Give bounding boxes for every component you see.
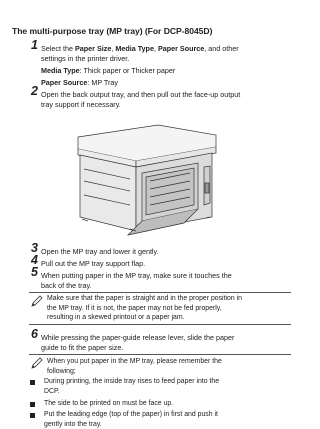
step-1-text-pre: Select the [41,44,75,53]
step-number: 2 [31,84,38,98]
note-top-rule [29,354,291,355]
section-title: The multi-purpose tray (MP tray) (For DCP-8045D) [12,26,213,36]
bullet-square-icon [30,402,35,407]
bullet-square-icon [30,413,35,418]
media-type-setting [41,66,175,76]
paper-size-term: Paper Size [74,44,112,53]
comma: , [111,44,116,53]
step-2-line1: Open the back output tray, and then pull out the face-up output [41,90,241,99]
step-4-text: Pull out the MP tray support flap. [41,259,146,268]
pencil-note-icon [31,295,43,307]
step-2-line2: tray support if necessary. [41,100,121,109]
bullet-square-icon [30,380,35,385]
step-number: 5 [31,265,38,279]
media-type-label: Media Type [41,66,80,75]
bullet-text: During printing, the inside tray rises to feed paper into the [44,378,220,385]
paper-source-term: Paper Source [157,44,205,53]
bullet-text: gently into the tray. [44,420,102,428]
step-1-text-post: , and other [204,44,239,53]
step-6-line1: While pressing the paper-guide release lever, slide the paper [41,333,235,342]
note-2-line1: When you put paper in the MP tray, please remember the [47,358,222,365]
note-1-line1: Make sure that the paper is straight and in the proper position in [47,295,242,302]
bullet-text: Put the leading edge (top of the paper) in first and push it [44,411,218,418]
bullet-text: DCP. [44,387,60,395]
step-3-text: Open the MP tray and lower it gently. [41,247,159,256]
step-5-line2: back of the tray. [41,281,92,290]
note-top-rule [29,292,291,293]
pencil-note-icon [31,357,43,369]
dcp-back-tray-illustration [70,123,220,238]
note-2-line2: following; [47,367,76,375]
paper-source-setting [41,78,118,88]
step-number: 3 [31,241,38,255]
step-number: 6 [31,327,38,341]
step-5-line1: When putting paper in the MP tray, make sure it touches the [41,271,232,280]
step-number: 4 [31,253,38,267]
media-type-term: Media Type [115,44,154,53]
note-bottom-rule [29,324,291,325]
comma: , [153,44,158,53]
step-number: 1 [31,38,38,52]
step-1-line2: settings in the printer driver. [41,54,130,63]
paper-source-value: : MP Tray [87,78,118,87]
note-paper-position [29,292,291,326]
step-6-line2: guide to fit the paper size. [41,343,124,352]
note-1-line3: resulting in a skewed printout or a paper jam. [47,314,185,322]
bullet-text: The side to be printed on must be face up. [44,400,174,407]
paper-source-label: Paper Source [41,78,88,87]
note-1-line2: the MP tray. If it is not, the paper may not be fed properly, [47,304,222,312]
media-type-value: : Thick paper or Thicker paper [79,66,176,75]
